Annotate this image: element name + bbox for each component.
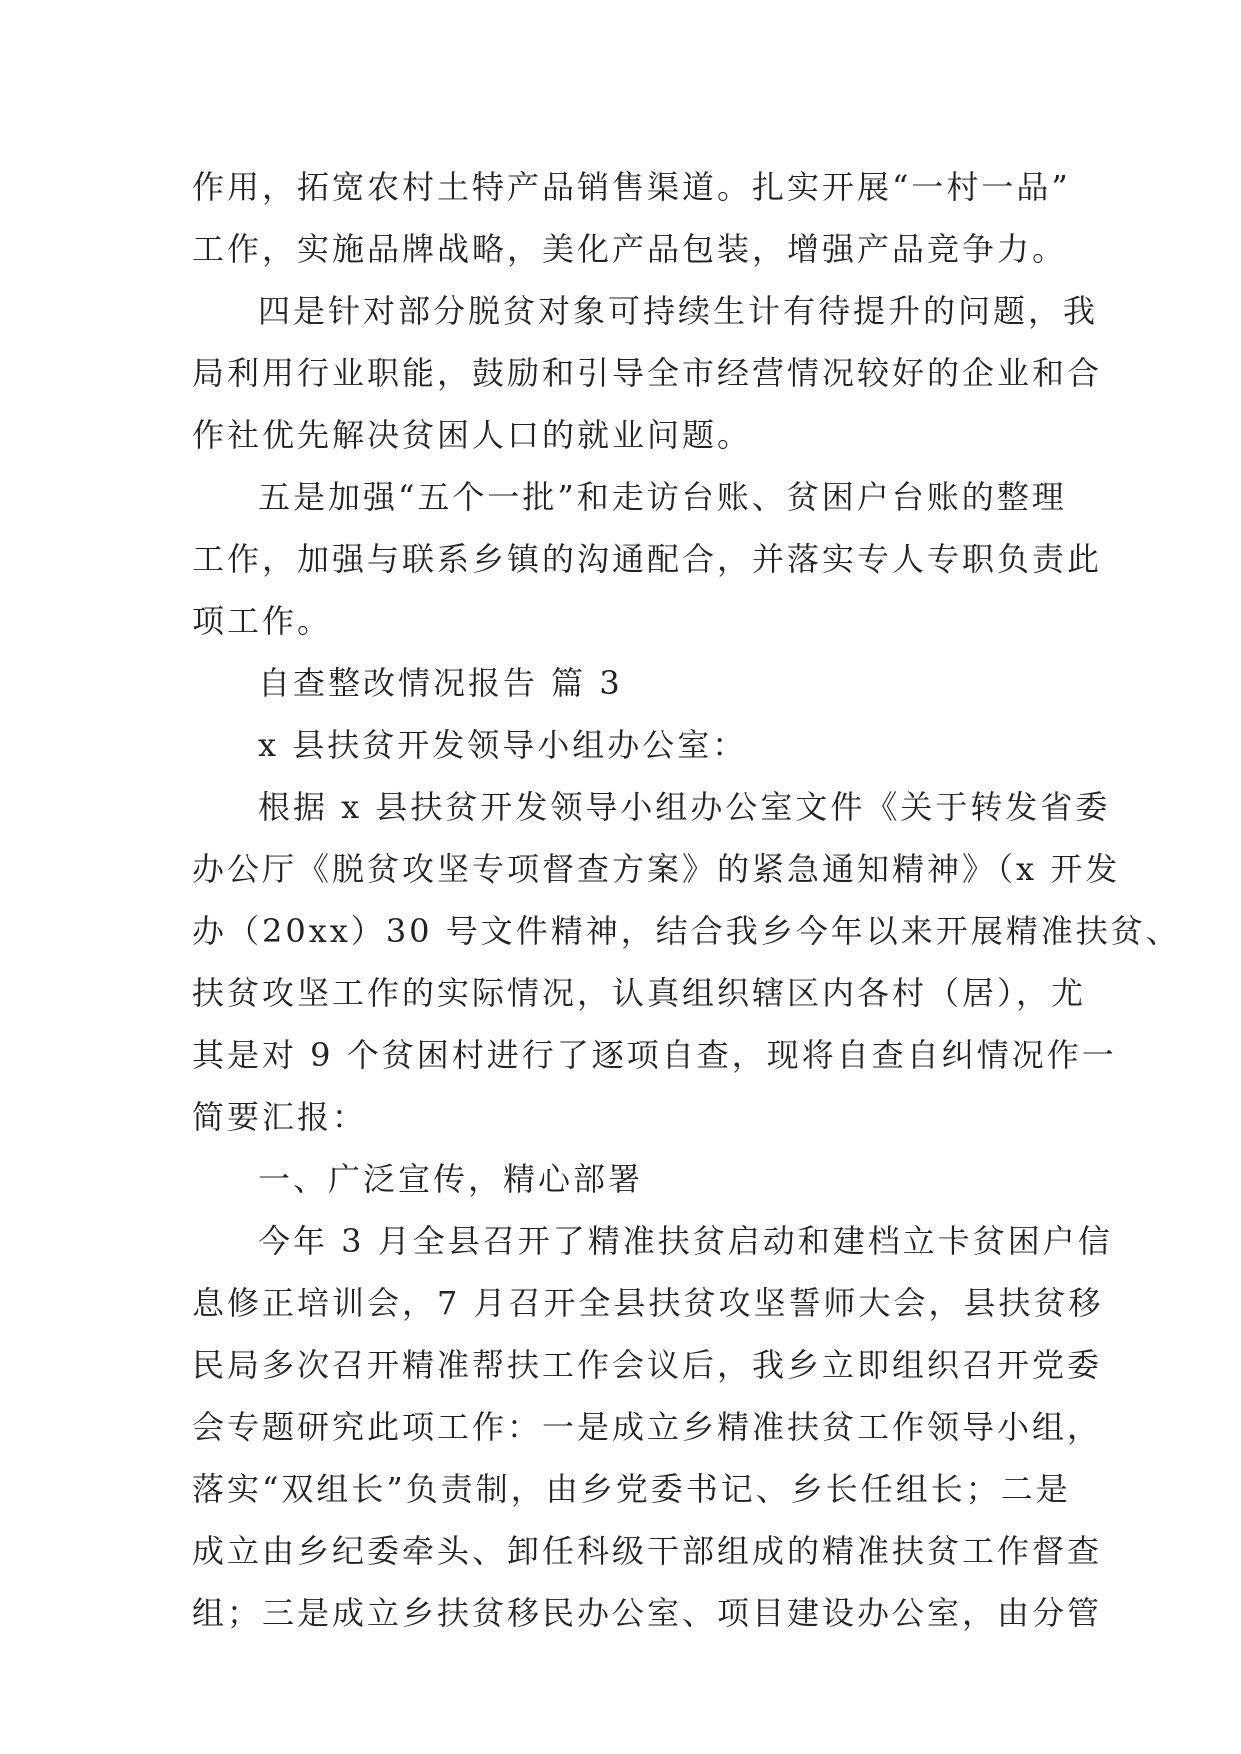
text-line: 作社优先解决贫困人口的就业问题。	[192, 416, 753, 454]
section-title: 自查整改情况报告 篇 3	[258, 664, 623, 702]
text-line: 办公厅《脱贫攻坚专项督查方案》的紧急通知精神》（x 开发	[192, 850, 1121, 888]
text-line: 工作，实施品牌战略，美化产品包装，增强产品竞争力。	[192, 230, 1068, 268]
text-line: 会专题研究此项工作：一是成立乡精准扶贫工作领导小组，	[192, 1408, 1103, 1446]
paragraph-first-line: 今年 3 月全县召开了精准扶贫启动和建档立卡贫困户信	[258, 1222, 1113, 1260]
paragraph-first-line: 四是针对部分脱贫对象可持续生计有待提升的问题，我	[258, 292, 1099, 330]
subsection-heading: 一、广泛宣传，精心部署	[258, 1160, 644, 1198]
paragraph-first-line: 五是加强“五个一批”和走访台账、贫困户台账的整理	[258, 478, 1067, 516]
text-line: 项工作。	[192, 602, 333, 640]
text-line: 组；三是成立乡扶贫移民办公室、项目建设办公室，由分管	[192, 1594, 1103, 1632]
text-line: 办（20xx）30 号文件精神，结合我乡今年以来开展精准扶贫、	[192, 912, 1181, 950]
text-line: 其是对 9 个贫困村进行了逐项自查，现将自查自纠情况作一	[192, 1036, 1117, 1074]
text-line: 扶贫攻坚工作的实际情况，认真组织辖区内各村（居），尤	[192, 974, 1087, 1012]
text-line: 民局多次召开精准帮扶工作会议后，我乡立即组织召开党委	[192, 1346, 1103, 1384]
text-line: 作用，拓宽农村土特产品销售渠道。扎实开展“一村一品”	[192, 168, 1071, 206]
text-line: 落实“双组长”负责制，由乡党委书记、乡长任组长；二是	[192, 1470, 1071, 1508]
text-line: 成立由乡纪委牵头、卸任科级干部组成的精准扶贫工作督查	[192, 1532, 1103, 1570]
text-line: 息修正培训会，7 月召开全县扶贫攻坚誓师大会，县扶贫移	[192, 1284, 1104, 1322]
text-line: 局利用行业职能，鼓励和引导全市经营情况较好的企业和合	[192, 354, 1103, 392]
text-line: 简要汇报：	[192, 1098, 368, 1136]
text-line: 工作，加强与联系乡镇的沟通配合，并落实专人专职负责此	[192, 540, 1103, 578]
salutation: x 县扶贫开发领导小组办公室：	[258, 726, 748, 764]
paragraph-first-line: 根据 x 县扶贫开发领导小组办公室文件《关于转发省委	[258, 788, 1111, 826]
document-body	[192, 156, 1181, 1644]
